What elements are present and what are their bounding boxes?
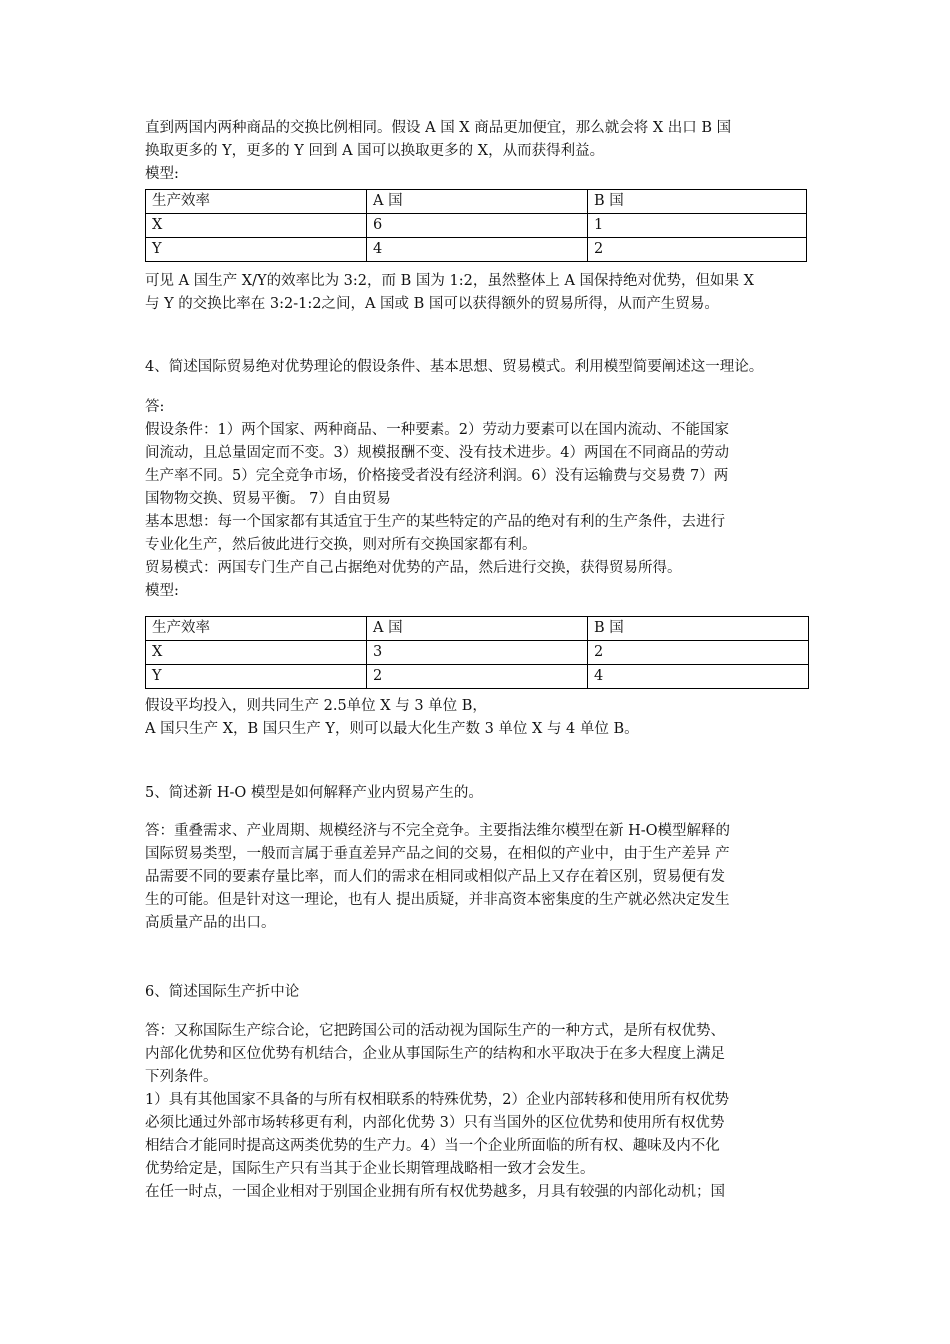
- text-line: 假设平均投入，则共同生产 2.5单位 X 与 3 单位 B，: [145, 698, 487, 714]
- table-cell: 3: [367, 641, 588, 665]
- table-cell: Y: [146, 665, 367, 689]
- text-line: 直到两国内两种商品的交换比例相同。假设 A 国 X 商品更加便宜，那么就会将 X 出口 B 国: [145, 120, 732, 136]
- text-line: 1）具有其他国家不具备的与所有权相联系的特殊优势，2）企业内部转移和使用所有权优势: [145, 1092, 729, 1108]
- table-cell: 4: [367, 238, 588, 262]
- table-1-conclusion: [145, 270, 810, 316]
- text-line: 可见 A 国生产 X/Y的效率比为 3:2，而 B 国为 1:2，虽然整体上 A 国保持绝对优势，但如果 X: [145, 273, 754, 289]
- table-row: [146, 641, 809, 665]
- question-6-title: 6、简述国际生产折中论: [145, 984, 300, 1000]
- table-header-cell: B 国: [588, 617, 809, 641]
- question-5-title: 5、简述新 H-O 模型是如何解释产业内贸易产生的。: [145, 785, 483, 801]
- text-line: 国物物交换、贸易平衡。 7）自由贸易: [145, 491, 391, 507]
- intro-paragraph: [145, 117, 810, 186]
- text-line: 答：又称国际生产综合论，它把跨国公司的活动视为国际生产的一种方式，是所有权优势、: [145, 1023, 725, 1039]
- table-cell: X: [146, 214, 367, 238]
- table-2-conclusion: [145, 695, 810, 741]
- table-cell: 2: [588, 238, 807, 262]
- text-line: 基本思想：每一个国家都有其适宜于生产的某些特定的产品的绝对有利的生产条件，去进行: [145, 514, 725, 530]
- table-cell: 2: [588, 641, 809, 665]
- text-line: 下列条件。: [145, 1069, 218, 1085]
- table-cell: Y: [146, 238, 367, 262]
- text-line: 在任一时点，一国企业相对于别国企业拥有所有权优势越多，月具有较强的内部化动机；国: [145, 1184, 725, 1200]
- text-line: 答：重叠需求、产业周期、规模经济与不完全竞争。主要指法维尔模型在新 H-O模型解释的: [145, 823, 731, 839]
- table-header-row: [146, 617, 809, 641]
- table-row: [146, 238, 807, 262]
- table-row: [146, 665, 809, 689]
- text-line: 品需要不同的要素存量比率，而人们的需求在相同或相似产品上又存在着区别，贸易便有发: [145, 869, 725, 885]
- table-cell: X: [146, 641, 367, 665]
- table-header-cell: A 国: [367, 190, 588, 214]
- text-line: 必须比通过外部市场转移更有利，内部化优势 3）只有当国外的区位优势和使用所有权优势: [145, 1115, 725, 1131]
- model-label: 模型:: [145, 166, 179, 182]
- model-table-1: [145, 189, 807, 262]
- model-table-2: [145, 616, 809, 689]
- question-5-answer: [145, 820, 810, 935]
- question-4-answer: [145, 396, 810, 603]
- question-4-title: 4、简述国际贸易绝对优势理论的假设条件、基本思想、贸易模式。利用模型简要阐述这一理论。: [145, 359, 764, 375]
- table-cell: 1: [588, 214, 807, 238]
- text-line: 内部化优势和区位优势有机结合，企业从事国际生产的结构和水平取决于在多大程度上满足: [145, 1046, 725, 1062]
- question-6-answer: [145, 1020, 810, 1204]
- text-line: 与 Y 的交换比率在 3:2-1:2之间，A 国或 B 国可以获得额外的贸易所得，从而产生贸易。: [145, 296, 719, 312]
- text-line: 假设条件：1）两个国家、两种商品、一种要素。2）劳动力要素可以在国内流动、不能国家: [145, 422, 729, 438]
- text-line: 贸易模式：两国专门生产自己占据绝对优势的产品，然后进行交换，获得贸易所得。: [145, 560, 682, 576]
- text-line: 生的可能。但是针对这一理论，也有人 提出质疑，并非高资本密集度的生产就必然决定发生: [145, 892, 730, 908]
- text-line: A 国只生产 X，B 国只生产 Y，则可以最大化生产数 3 单位 X 与 4 单位 B。: [145, 721, 639, 737]
- table-header-cell: 生产效率: [146, 617, 367, 641]
- text-line: 优势给定是，国际生产只有当其于企业长期管理战略相一致才会发生。: [145, 1161, 595, 1177]
- table-header-cell: B 国: [588, 190, 807, 214]
- table-cell: 6: [367, 214, 588, 238]
- table-header-cell: A 国: [367, 617, 588, 641]
- text-line: 国际贸易类型，一般而言属于垂直差异产品之间的交易，在相似的产业中，由于生产差异 产: [145, 846, 730, 862]
- table-cell: 2: [367, 665, 588, 689]
- text-line: 高质量产品的出口。: [145, 915, 276, 931]
- text-line: 间流动，且总量固定而不变。3）规模报酬不变、没有技术进步。4）两国在不同商品的劳动: [145, 445, 729, 461]
- text-line: 生产率不同。5）完全竞争市场，价格接受者没有经济利润。6）没有运输费与交易费 7）两: [145, 468, 729, 484]
- answer-label: 答:: [145, 399, 165, 415]
- text-line: 专业化生产，然后彼此进行交换，则对所有交换国家都有利。: [145, 537, 537, 553]
- table-row: [146, 214, 807, 238]
- text-line: 换取更多的 Y，更多的 Y 回到 A 国可以换取更多的 X，从而获得利益。: [145, 143, 605, 159]
- table-header-cell: 生产效率: [146, 190, 367, 214]
- table-cell: 4: [588, 665, 809, 689]
- text-line: 相结合才能同时提高这两类优势的生产力。4）当一个企业所面临的所有权、趣味及内不化: [145, 1138, 720, 1154]
- table-header-row: [146, 190, 807, 214]
- model-label: 模型:: [145, 583, 179, 599]
